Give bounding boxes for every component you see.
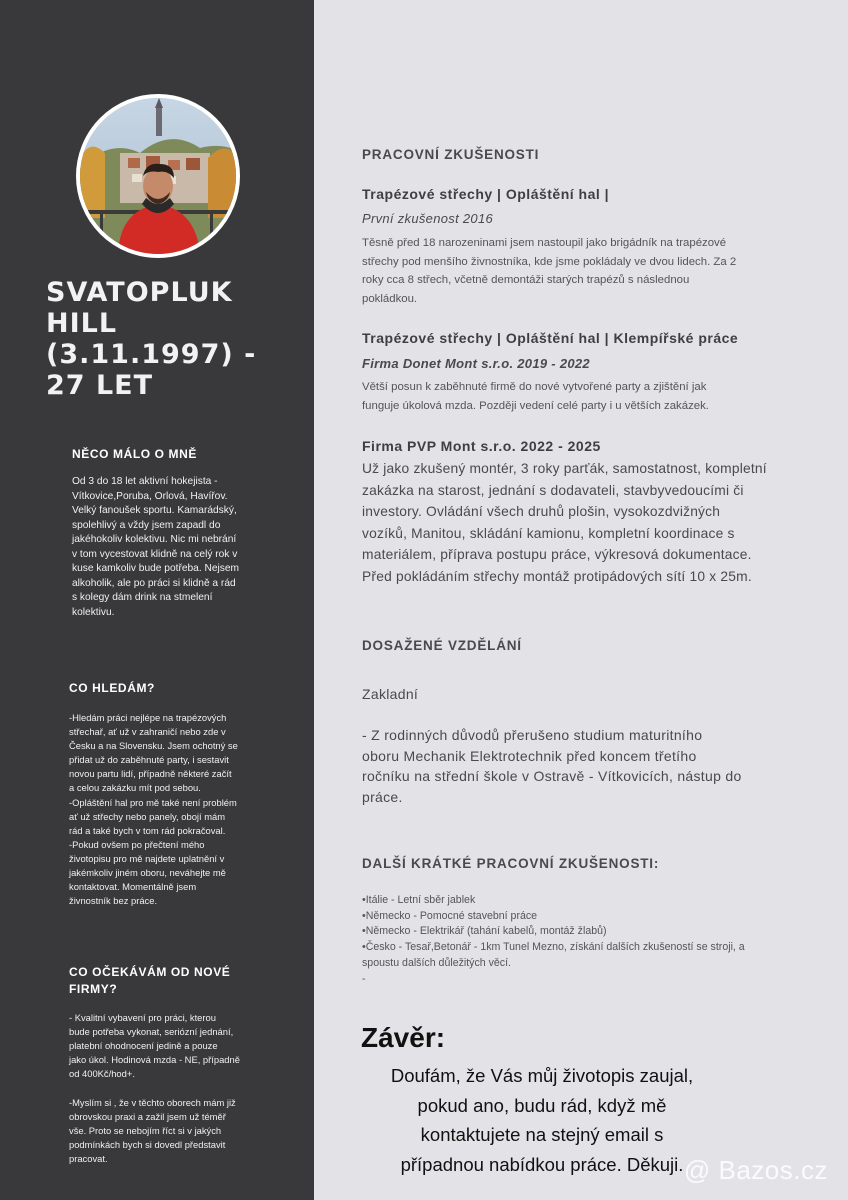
job-description-1: Těsně před 18 narozeninami jsem nastoupil jako brigádník na trapézové střechy pod menšího živnostníka, kde jsme pokládaly ve dvou lidech. Za 2 roky cca 8 střech, včetně demontáži starých trapézů s následnou pokládkou.	[362, 237, 737, 305]
bazos-watermark: @ Bazos.cz	[683, 1155, 828, 1185]
short-experience-list: •Itálie - Letní sběr jablek •Německo - Pomocné stavební práce •Německo - Elektrikář (tahání kabelů, montáž žlabů) •Česko - Tesař,Betonář - 1km Tunel Mezno, získání dalších zkušeností se stroji, a spoustu dalších důležitých věcí. -	[362, 894, 745, 985]
candidate-name: SVATOPLUK HILL (3.11.1997) - 27 LET	[46, 277, 257, 401]
education-heading: DOSAŽENÉ VZDĚLÁNÍ	[362, 638, 522, 653]
job-title-1: Trapézové střechy | Opláštění hal |	[362, 186, 610, 202]
main-content	[314, 0, 848, 1200]
conclusion-title: Závěr:	[361, 1022, 446, 1053]
profile-photo	[76, 94, 240, 258]
looking-for-text: -Hledám práci nejlépe na trapézových střechař, ať už v zahraničí nebo zde v Česku a na Slovensku. Jsem ochotný se přidat už do zaběhnuté party, i sestavit novou partu lidí, případně některé začít a celou zakázku mít pod sebou. -Opláštění hal pro mě také není problém ať už střechy nebo panely, obojí mám rád a také bych v tom rád pokračoval. -Pokud ovšem po přečtení mého životopisu pro mě najdete uplatnění v jakémkoliv jiném oboru, neváhejte mě kontaktovat. Momentálně jsem živnostník bez práce.	[69, 712, 238, 907]
conclusion-text: Doufám, že Vás můj životopis zaujal, pokud ano, budu rád, když mě kontaktujete na stejný email s případnou nabídkou práce. Děkuji.	[390, 1065, 694, 1175]
expectations-heading: CO OČEKÁVÁM OD NOVÉ FIRMY?	[69, 965, 231, 996]
job-subtitle-2: Firma Donet Mont s.r.o. 2019 - 2022	[362, 356, 590, 371]
looking-for-heading: CO HLEDÁM?	[69, 681, 155, 695]
expectations-text: - Kvalitní vybavení pro práci, kterou bude potřeba vykonat, seriózní jednání, platební ohodnocení jedině a pouze jako úkol. Hodinová mzda - NE, případně od 400Kč/hod+. -Myslím si , že v těchto oborech mám již obrovskou praxi a zažil jsem už téměř vše. Proto se nebojím říct si v jakých podmínkách bych si dovedl představit pracovat.	[69, 1012, 240, 1164]
job-description-2: Větší posun k zaběhnuté firmě do nové vytvořené party a zjištění jak funguje úkolová mzda. Později vedení celé party i u větších zakázek.	[362, 381, 709, 412]
sidebar	[0, 0, 314, 1200]
education-text: - Z rodinných důvodů přerušeno studium maturitního oboru Mechanik Elektrotechnik před koncem třetího ročníku na střední škole v Ostravě - Vítkovicích, nástup do práce.	[362, 727, 742, 805]
job-subtitle-1: První zkušenost 2016	[362, 211, 494, 226]
about-heading: NĚCO MÁLO O MNĚ	[72, 447, 197, 461]
profile-photo-image	[80, 98, 236, 254]
short-experience-heading: DALŠÍ KRÁTKÉ PRACOVNÍ ZKUŠENOSTI:	[362, 856, 660, 871]
job-title-2: Trapézové střechy | Opláštění hal | Klempířské práce	[362, 330, 739, 346]
about-text: Od 3 do 18 let aktivní hokejista - Vítkovice,Poruba, Orlová, Havířov. Velký fanoušek sportu. Kamarádský, spolehlivý a vždy jsem zapadl do jakéhokoliv kolektivu. Nic mi nebrání v tom vycestovat klidně na celý rok v kuse kamkoliv bude potřeba. Nejsem alkoholik, ale po práci si klidně a rád s kolegy dám drink na stmelení kolektivu.	[72, 476, 240, 618]
education-level: Zakladní	[362, 686, 419, 702]
job-title-3: Firma PVP Mont s.r.o. 2022 - 2025	[362, 438, 601, 454]
job-description-3: Už jako zkušený montér, 3 roky parťák, samostatnost, kompletní zakázka na starost, jednání s dodavateli, stavbyvedoucími či investory. Ovládání všech druhů plošin, vysokozdvižných vozíků, Manitou, skládání kamionu, kompletní koordinace s materiálem, příprava postupu práce, výkresová dokumentace. Před pokládáním střechy montáž protipádových sítí 10 x 25m.	[362, 461, 767, 584]
work-experience-heading: PRACOVNÍ ZKUŠENOSTI	[362, 147, 540, 162]
